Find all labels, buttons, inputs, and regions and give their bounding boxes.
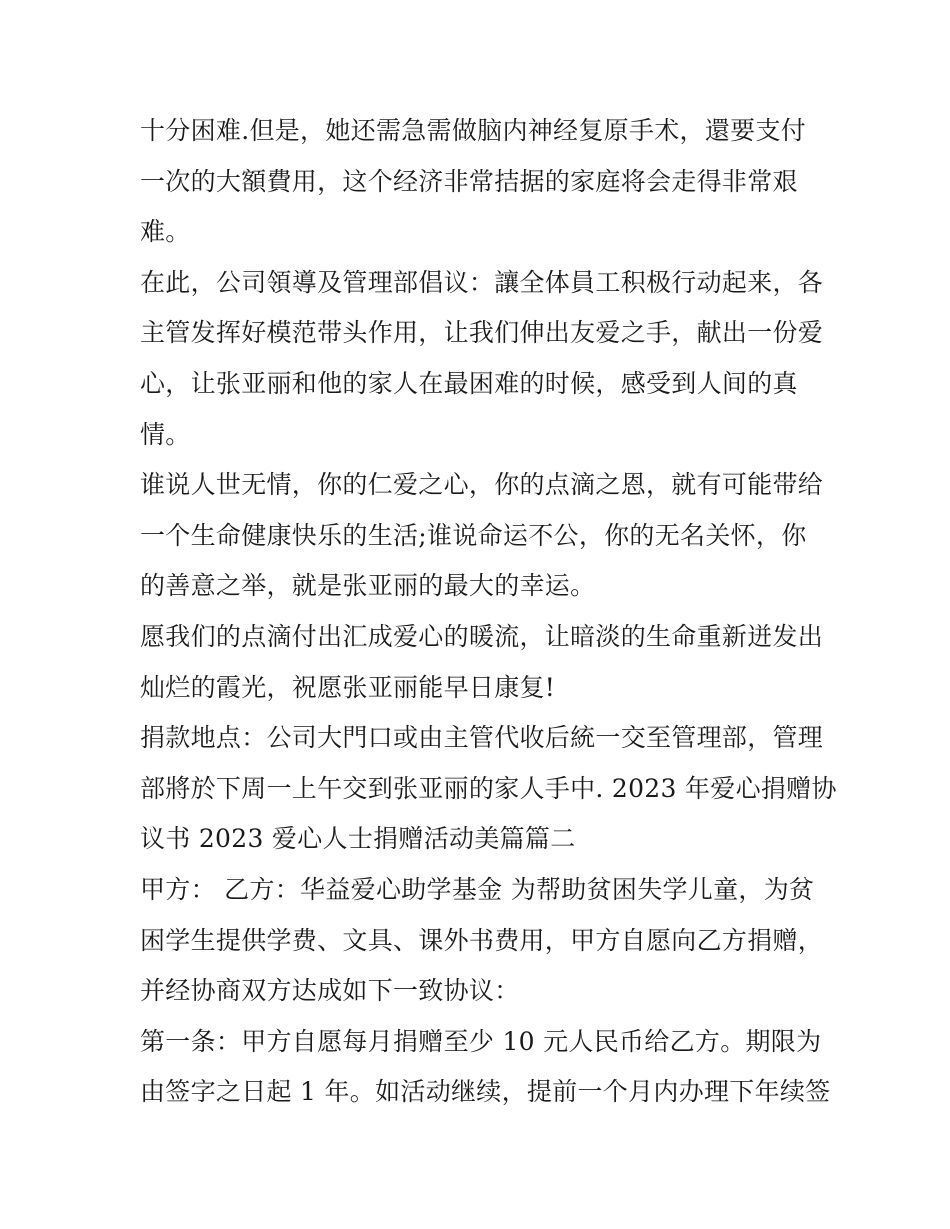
document-body (140, 106, 837, 1118)
text-line: 心，让张亚丽和他的家人在最困难的时候，感受到人间的真 (140, 368, 798, 398)
text-line: 情。 (140, 419, 191, 449)
text-line: 愿我们的点滴付出汇成爱心的暖流，让暗淡的生命重新迸发出 (140, 621, 824, 651)
text-line: 由签字之日起 1 年。如活动继续，提前一个月内办理下年续签 (140, 1077, 831, 1107)
text-line: 部將於下周一上午交到张亚丽的家人手中. 2023 年爱心捐赠协 (140, 773, 837, 803)
text-line: 谁说人世无情，你的仁爱之心，你的点滴之恩，就有可能带给 (140, 470, 824, 500)
text-line: 议书 2023 爱心人士捐赠活动美篇篇二 (140, 824, 576, 854)
text-line: 一个生命健康快乐的生活;谁说命运不公，你的无名关怀，你 (140, 520, 807, 550)
text-line: 主管发挥好模范带头作用，让我们伸出友爱之手，献出一份爱 (140, 318, 824, 348)
text-line: 的善意之举，就是张亚丽的最大的幸运。 (140, 571, 596, 601)
text-line: 捐款地点：公司大門口或由主管代收后統一交至管理部，管理 (140, 723, 824, 753)
text-line: 一次的大額費用，这个经济非常拮据的家庭将会走得非常艰 (140, 166, 798, 196)
text-line: 困学生提供学费、文具、课外书费用，甲方自愿向乙方捐赠， (140, 925, 824, 955)
text-line: 在此，公司領導及管理部倡议：讓全体員工积极行动起来，各 (140, 267, 824, 297)
text-line: 难。 (140, 217, 191, 247)
text-line: 第一条：甲方自愿每月捐赠至少 10 元人民币给乙方。期限为 (140, 1026, 822, 1056)
text-line: 并经协商双方达成如下一致协议： (140, 976, 520, 1006)
text-line: 灿烂的霞光，祝愿张亚丽能早日康复! (140, 672, 556, 702)
text-line: 甲方： 乙方：华益爱心助学基金 为帮助贫困失学儿童，为贫 (140, 874, 815, 904)
text-line: 十分困难.但是，她还需急需做脑内神经复原手术，還要支付 (140, 116, 807, 145)
